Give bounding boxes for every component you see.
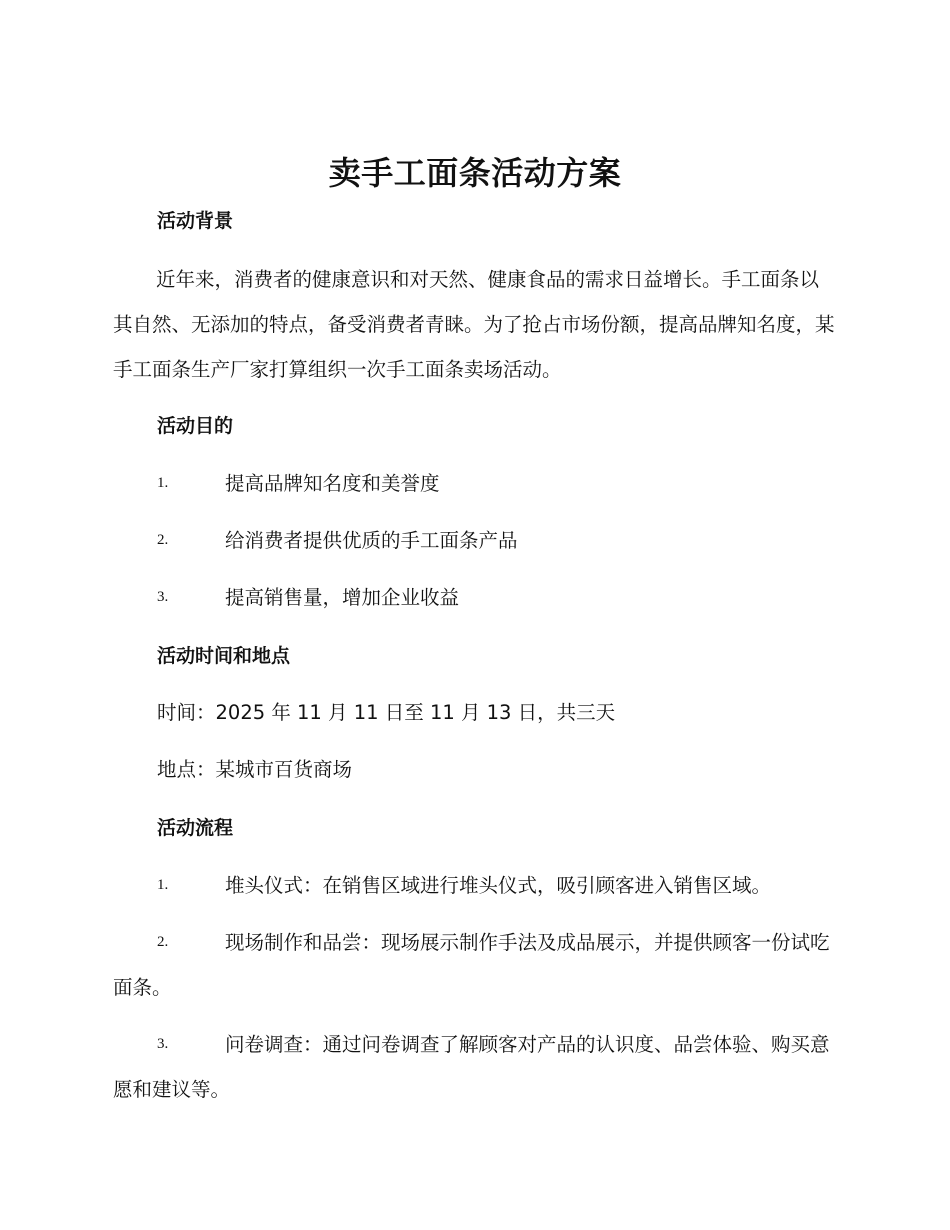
list-number: 1. xyxy=(157,475,169,491)
list-item-text: 提高销售量，增加企业收益 xyxy=(225,586,460,609)
event-place: 地点：某城市百货商场 xyxy=(157,758,353,781)
list-item-text: 给消费者提供优质的手工面条产品 xyxy=(225,529,518,552)
section-heading-time-place: 活动时间和地点 xyxy=(157,645,291,667)
list-item-text: 现场制作和品尝：现场展示制作手法及成品展示，并提供顾客一份试吃面条。 xyxy=(113,931,830,999)
section-heading-process: 活动流程 xyxy=(157,817,234,839)
document-title: 卖手工面条活动方案 xyxy=(328,154,622,192)
list-number: 2. xyxy=(157,934,169,950)
event-time: 时间：2025 年 11 月 11 日至 11 月 13 日，共三天 xyxy=(157,701,616,724)
purpose-list-item xyxy=(113,461,835,506)
purpose-list-item xyxy=(113,575,835,620)
process-list-item xyxy=(113,920,835,1010)
section-heading-purpose: 活动目的 xyxy=(157,415,234,437)
purpose-list-item xyxy=(113,518,835,563)
list-item-text: 问卷调查：通过问卷调查了解顾客对产品的认识度、品尝体验、购买意愿和建议等。 xyxy=(113,1033,830,1101)
list-number: 2. xyxy=(157,532,169,548)
list-number: 3. xyxy=(157,589,169,605)
list-number: 3. xyxy=(157,1036,169,1052)
background-paragraph: 近年来，消费者的健康意识和对天然、健康食品的需求日益增长。手工面条以其自然、无添加的特点，备受消费者青睐。为了抢占市场份额，提高品牌知名度，某手工面条生产厂家打算组织一次手工面条卖场活动。 xyxy=(113,268,835,381)
process-list-item xyxy=(113,1022,835,1112)
list-item-text: 提高品牌知名度和美誉度 xyxy=(225,472,440,495)
section-heading-background: 活动背景 xyxy=(157,210,234,232)
list-number: 1. xyxy=(157,877,169,893)
process-list-item xyxy=(113,863,835,908)
list-item-text: 堆头仪式：在销售区域进行堆头仪式，吸引顾客进入销售区域。 xyxy=(225,874,772,897)
